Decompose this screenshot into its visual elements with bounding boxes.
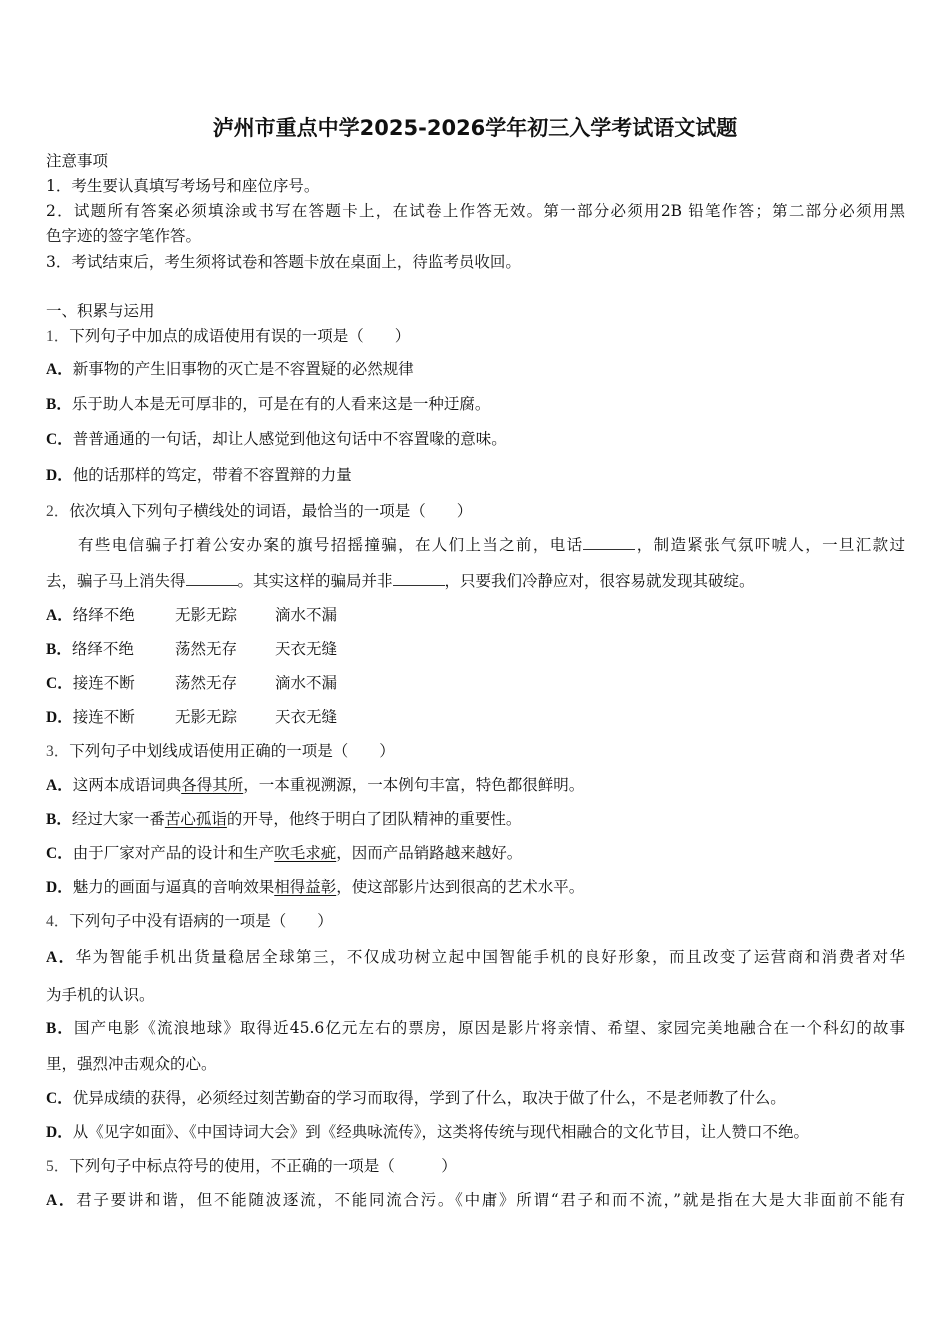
option-word: 荡然无存 xyxy=(175,674,238,692)
option-label: B． xyxy=(46,396,72,413)
option-word: 天衣无缝 xyxy=(275,708,338,726)
q4-option-a-cont: 为手机的认识。 xyxy=(46,986,155,1004)
page-title: 泸州市重点中学2025-2026学年初三入学考试语文试题 xyxy=(212,116,738,140)
q4-option-b-cont: 里，强烈冲击观众的心。 xyxy=(46,1055,217,1073)
option-text: 乐于助人本是无可厚非的，可是在有的人看来这是一种迂腐。 xyxy=(71,395,491,413)
q2-option-d xyxy=(46,707,446,728)
q4-option-a xyxy=(46,947,905,968)
q4-option-d xyxy=(46,1122,809,1143)
question-number: 3． xyxy=(46,743,70,760)
q1-option-c xyxy=(46,429,507,450)
notice-item: 1．考生要认真填写考场号和座位序号。 xyxy=(46,177,320,195)
option-text: ，使这部影片达到很高的艺术水平。 xyxy=(336,878,585,896)
question-number: 2． xyxy=(46,503,70,520)
option-label: B． xyxy=(46,1020,75,1037)
question-1-stem xyxy=(46,326,410,347)
question-2-stem xyxy=(46,501,472,522)
option-word: 接连不断 xyxy=(72,708,135,726)
option-word: 无影无踪 xyxy=(175,606,238,624)
notice-heading: 注意事项 xyxy=(46,152,109,170)
q3-option-b xyxy=(46,809,521,830)
passage-text: 有些电信骗子打着公安办案的旗号招摇撞骗，在人们上当之前，电话 xyxy=(78,536,584,554)
option-text: 经过大家一番 xyxy=(71,810,165,828)
question-number: 5． xyxy=(46,1158,70,1175)
question-text: 下列句子中标点符号的使用，不正确的一项是（ ） xyxy=(69,1157,457,1175)
q4-option-c xyxy=(46,1088,786,1109)
notice-item: 色字迹的签字笔作答。 xyxy=(46,227,202,245)
option-label: C． xyxy=(46,431,73,448)
fill-blank xyxy=(186,571,238,586)
q4-option-b xyxy=(46,1018,905,1039)
option-text: 新事物的产生旧事物的灭亡是不容置疑的必然规律 xyxy=(72,360,414,378)
question-5-stem xyxy=(46,1156,457,1177)
option-text: 魅力的画面与逼真的音响效果 xyxy=(72,878,275,896)
q2-passage-line1 xyxy=(46,535,905,555)
option-text: 国产电影《流浪地球》取得近45.6亿元左右的票房，原因是影片将亲情、希望、家园完美地融合在一个科幻的故事 xyxy=(74,1019,906,1037)
notice-item: 3．考试结束后，考生须将试卷和答题卡放在桌面上，待监考员收回。 xyxy=(46,253,521,271)
option-label: D． xyxy=(46,879,73,896)
section-heading: 一、积累与运用 xyxy=(46,302,155,320)
option-text: 优异成绩的获得，必须经过刻苦勤奋的学习而取得，学到了什么，取决于做了什么，不是老师教了什么。 xyxy=(72,1089,786,1107)
option-word: 滴水不漏 xyxy=(275,674,338,692)
q2-option-b xyxy=(46,639,446,660)
question-text: 依次填入下列句子横线处的词语，最恰当的一项是（ ） xyxy=(69,502,473,520)
underlined-idiom: 各得其所 xyxy=(181,776,244,794)
option-label: A． xyxy=(46,361,73,378)
q2-option-c xyxy=(46,673,446,694)
passage-text: 去，骗子马上消失得 xyxy=(46,572,186,590)
option-word: 络绎不绝 xyxy=(72,606,135,624)
option-word: 络绎不绝 xyxy=(71,640,134,658)
option-label: B． xyxy=(46,811,72,828)
question-number: 1． xyxy=(46,328,70,345)
option-word: 滴水不漏 xyxy=(275,606,338,624)
option-text: 华为智能手机出货量稳居全球第三，不仅成功树立起中国智能手机的良好形象，而且改变了运营商和消费者对华 xyxy=(75,948,905,966)
passage-text: 。其实这样的骗局并非 xyxy=(237,572,393,590)
option-label: A． xyxy=(46,607,73,624)
q1-option-d xyxy=(46,465,352,486)
question-3-stem xyxy=(46,741,395,762)
option-text: 这两本成语词典 xyxy=(72,776,182,794)
question-text: 下列句子中没有语病的一项是（ ） xyxy=(69,912,333,930)
q3-option-c xyxy=(46,843,522,864)
option-label: B． xyxy=(46,641,72,658)
option-text: 由于厂家对产品的设计和生产 xyxy=(72,844,275,862)
option-word: 接连不断 xyxy=(72,674,135,692)
option-label: A． xyxy=(46,949,76,966)
option-text: ，一本重视溯源，一本例句丰富，特色都很鲜明。 xyxy=(243,776,585,794)
underlined-idiom: 苦心孤诣 xyxy=(164,810,227,828)
q1-option-b xyxy=(46,394,490,415)
underlined-idiom: 吹毛求疵 xyxy=(274,844,337,862)
option-word: 荡然无存 xyxy=(175,640,238,658)
option-label: C． xyxy=(46,675,73,692)
underlined-idiom: 相得益彰 xyxy=(274,878,337,896)
q5-option-a xyxy=(46,1190,905,1211)
option-label: D． xyxy=(46,1124,73,1141)
option-label: A． xyxy=(46,777,73,794)
q3-option-a xyxy=(46,775,584,796)
question-number: 4． xyxy=(46,913,70,930)
q2-option-a xyxy=(46,605,446,626)
option-word: 天衣无缝 xyxy=(275,640,338,658)
option-label: D． xyxy=(46,467,73,484)
passage-text: ，只要我们冷静应对，很容易就发现其破绽。 xyxy=(444,572,755,590)
passage-text: ，制造紧张气氛吓唬人，一旦汇款过 xyxy=(635,536,905,554)
question-text: 下列句子中划线成语使用正确的一项是（ ） xyxy=(69,742,395,760)
option-label: C． xyxy=(46,845,73,862)
q2-passage-line2 xyxy=(46,571,755,591)
option-word: 无影无踪 xyxy=(175,708,238,726)
option-text: 他的话那样的笃定，带着不容置辩的力量 xyxy=(72,466,352,484)
notice-item: 2．试题所有答案必须填涂或书写在答题卡上，在试卷上作答无效。第一部分必须用2B 铅笔作答；第二部分必须用黑 xyxy=(46,202,905,220)
fill-blank xyxy=(583,535,635,550)
question-text: 下列句子中加点的成语使用有误的一项是（ ） xyxy=(69,327,411,345)
question-4-stem xyxy=(46,911,333,932)
option-label: A． xyxy=(46,1192,77,1209)
option-text: 从《见字如面》、《中国诗词大会》到《经典咏流传》，这类将传统与现代相融合的文化节目，让人赞口不绝。 xyxy=(72,1123,809,1141)
q3-option-d xyxy=(46,877,584,898)
option-text: 君子要讲和谐，但不能随波逐流，不能同流合污。《中庸》所谓“君子和而不流，”就是指在大是大非面前不能有 xyxy=(76,1191,905,1209)
option-text: ，因而产品销路越来越好。 xyxy=(336,844,523,862)
fill-blank xyxy=(393,571,445,586)
option-text: 普普通通的一句话，却让人感觉到他这句话中不容置喙的意味。 xyxy=(72,430,507,448)
option-label: D． xyxy=(46,709,73,726)
option-text: 的开导，他终于明白了团队精神的重要性。 xyxy=(226,810,522,828)
q1-option-a xyxy=(46,359,414,380)
option-label: C． xyxy=(46,1090,73,1107)
